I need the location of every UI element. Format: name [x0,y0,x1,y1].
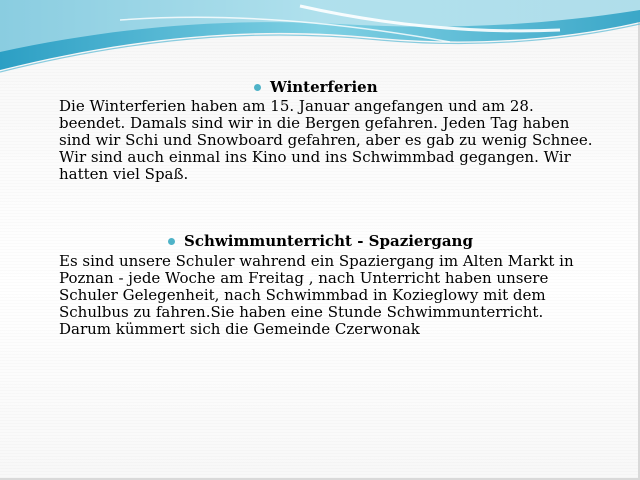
header-wave-decoration [0,0,640,78]
section-heading-schwimmunterricht [168,232,473,250]
section-body-schwimmunterricht: Es sind unsere Schuler wahrend ein Spaziergang im Alten Markt in Poznan - jede Woche am Freitag , nach Unterricht haben unsere Schuler Gelegenheit, nach Schwimmbad in Kozieglowy mit dem Schulbus zu fahren.Sie haben eine Stunde Schwimmunterricht. Darum kümmert sich die Gemeinde Czerwonak [59,252,574,338]
bullet-icon [168,238,175,245]
section-heading-text: Winterferien [270,78,378,96]
section-heading-winterferien [254,78,378,96]
section-body-winterferien: Die Winterferien haben am 15. Januar angefangen und am 28. beendet. Damals sind wir in die Bergen gefahren. Jeden Tag haben sind wir Schi und Snowboard gefahren, aber es gab zu wenig Schnee. Wir sind auch einmal ins Kino und ins Schwimmbad gegangen. Wir hatten viel Spaß. [59,97,593,183]
bullet-icon [254,84,261,91]
section-heading-text: Schwimmunterricht - Spaziergang [184,232,473,250]
